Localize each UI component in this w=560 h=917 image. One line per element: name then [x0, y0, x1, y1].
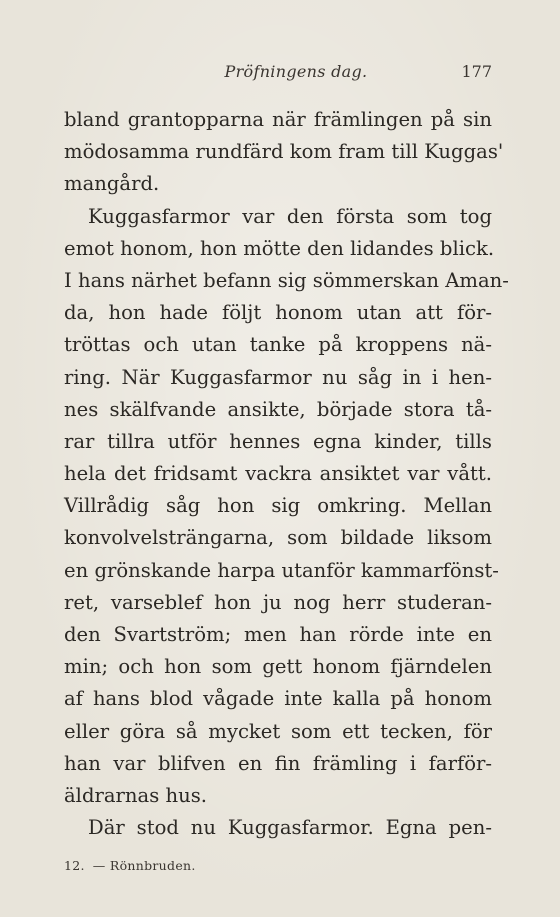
signature-title: — Rönnbruden.	[92, 858, 196, 873]
text-line: Villrådig såg hon sig omkring. Mellan	[64, 494, 492, 518]
text-line: äldrarnas hus.	[64, 783, 208, 807]
text-line: I hans närhet befann sig sömmerskan Aman-	[64, 268, 509, 292]
text-line: Kuggasfarmor var den första som tog	[88, 204, 492, 228]
text-line: min; och hon som gett honom fjärndelen	[64, 655, 492, 679]
text-line: bland grantopparna när främlingen på sin	[64, 108, 492, 131]
text-line: mangård.	[64, 172, 160, 196]
text-line: eller göra så mycket som ett tecken, för	[64, 719, 492, 743]
text-line: hela det fridsamt vackra ansiktet var vått.	[64, 462, 492, 486]
text-line: emot honom, hon mötte den lidandes blick.	[64, 236, 495, 260]
signature-number: 12.	[64, 858, 85, 873]
text-line: af hans blod vågade inte kalla på honom	[64, 687, 492, 711]
text-line: ring. När Kuggasfarmor nu såg in i hen-	[64, 365, 492, 389]
text-line: da, hon hade följt honom utan att för-	[64, 301, 492, 325]
text-line: ret, varseblef hon ju nog herr studeran-	[64, 590, 492, 614]
text-line: en grönskande harpa utanför kammarfönst-	[64, 558, 499, 582]
signature-footer	[64, 858, 196, 873]
text-line: konvolvelsträngarna, som bildade liksom	[64, 526, 492, 550]
text-line: Där stod nu Kuggasfarmor. Egna pen-	[88, 816, 492, 840]
text-line: den Svartström; men han rörde inte en	[64, 623, 492, 646]
text-line: han var blifven en fin främling i farför-	[64, 751, 492, 775]
running-head	[64, 62, 492, 86]
body-text	[64, 104, 509, 844]
text-line: tröttas och utan tanke på kroppens nä-	[64, 333, 492, 357]
text-line: rar tillra utför hennes egna kinder, tills	[64, 429, 492, 453]
page-number: 177	[461, 62, 492, 81]
text-line: mödosamma rundfärd kom fram till Kuggas'	[64, 140, 504, 164]
running-title: Pröfningens dag.	[224, 62, 368, 81]
text-line: nes skälfvande ansikte, började stora tå-	[64, 397, 492, 421]
